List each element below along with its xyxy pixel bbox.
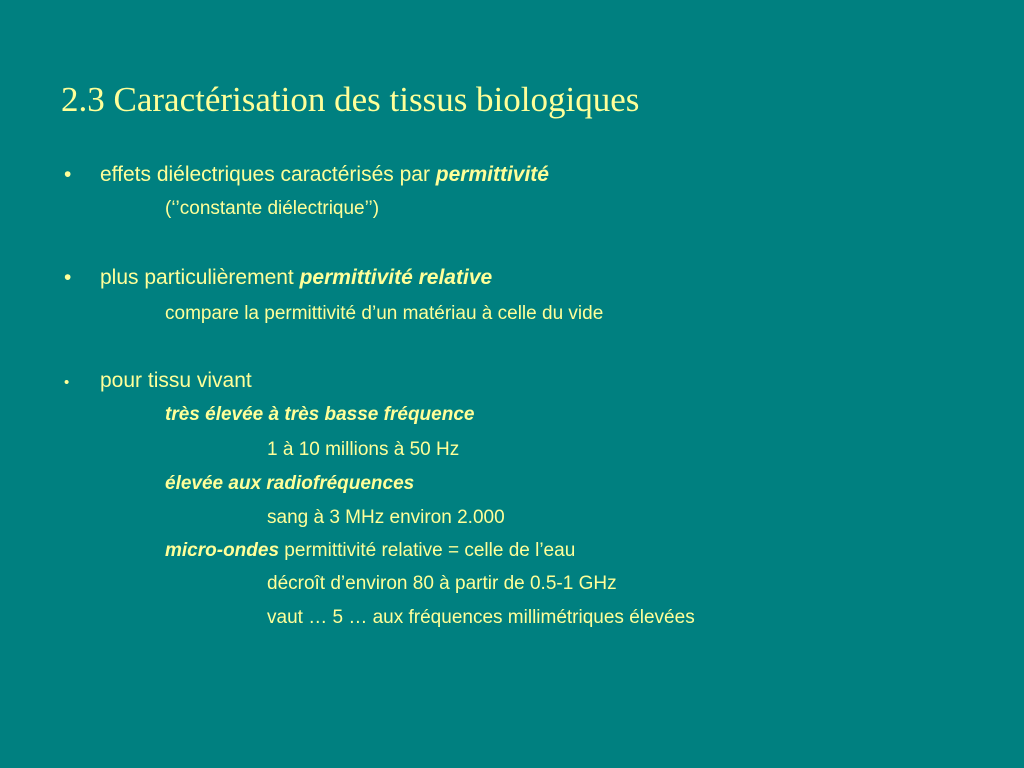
detail-line: 1 à 10 millions à 50 Hz (267, 439, 460, 460)
bullet-text: effets diélectriques caractérisés par (100, 163, 436, 186)
sub-line-text: permittivité relative = celle de l’eau (279, 540, 576, 561)
bullet-item-relative-permittivity (100, 265, 492, 291)
slide-title: 2.3 Caractérisation des tissus biologiques (61, 80, 640, 119)
bullet-item-living-tissue (100, 368, 252, 394)
bullet-emphasis: permittivité (435, 163, 549, 186)
sub-line-emphasis: élevée aux radiofréquences (165, 473, 415, 494)
sub-line: (‘’constante diélectrique’’) (165, 198, 380, 219)
bullet-text: plus particulièrement (100, 266, 300, 289)
bullet-item-permittivity (100, 162, 549, 188)
sub-line-microwave (165, 539, 575, 563)
detail-line: sang à 3 MHz environ 2.000 (267, 507, 505, 528)
sub-line-emphasis: très élevée à très basse fréquence (165, 404, 475, 425)
bullet-marker: • (64, 266, 72, 289)
detail-line: décroît d’environ 80 à partir de 0.5-1 GHz (267, 573, 617, 594)
detail-line: vaut … 5 … aux fréquences millimétriques élevées (267, 607, 695, 628)
bullet-marker: • (64, 163, 72, 186)
sub-line: compare la permittivité d’un matériau à celle du vide (165, 303, 604, 324)
sub-line-emphasis: micro-ondes (165, 540, 280, 561)
bullet-marker: • (64, 374, 70, 391)
bullet-text: pour tissu vivant (100, 369, 252, 392)
bullet-emphasis: permittivité relative (299, 266, 493, 289)
